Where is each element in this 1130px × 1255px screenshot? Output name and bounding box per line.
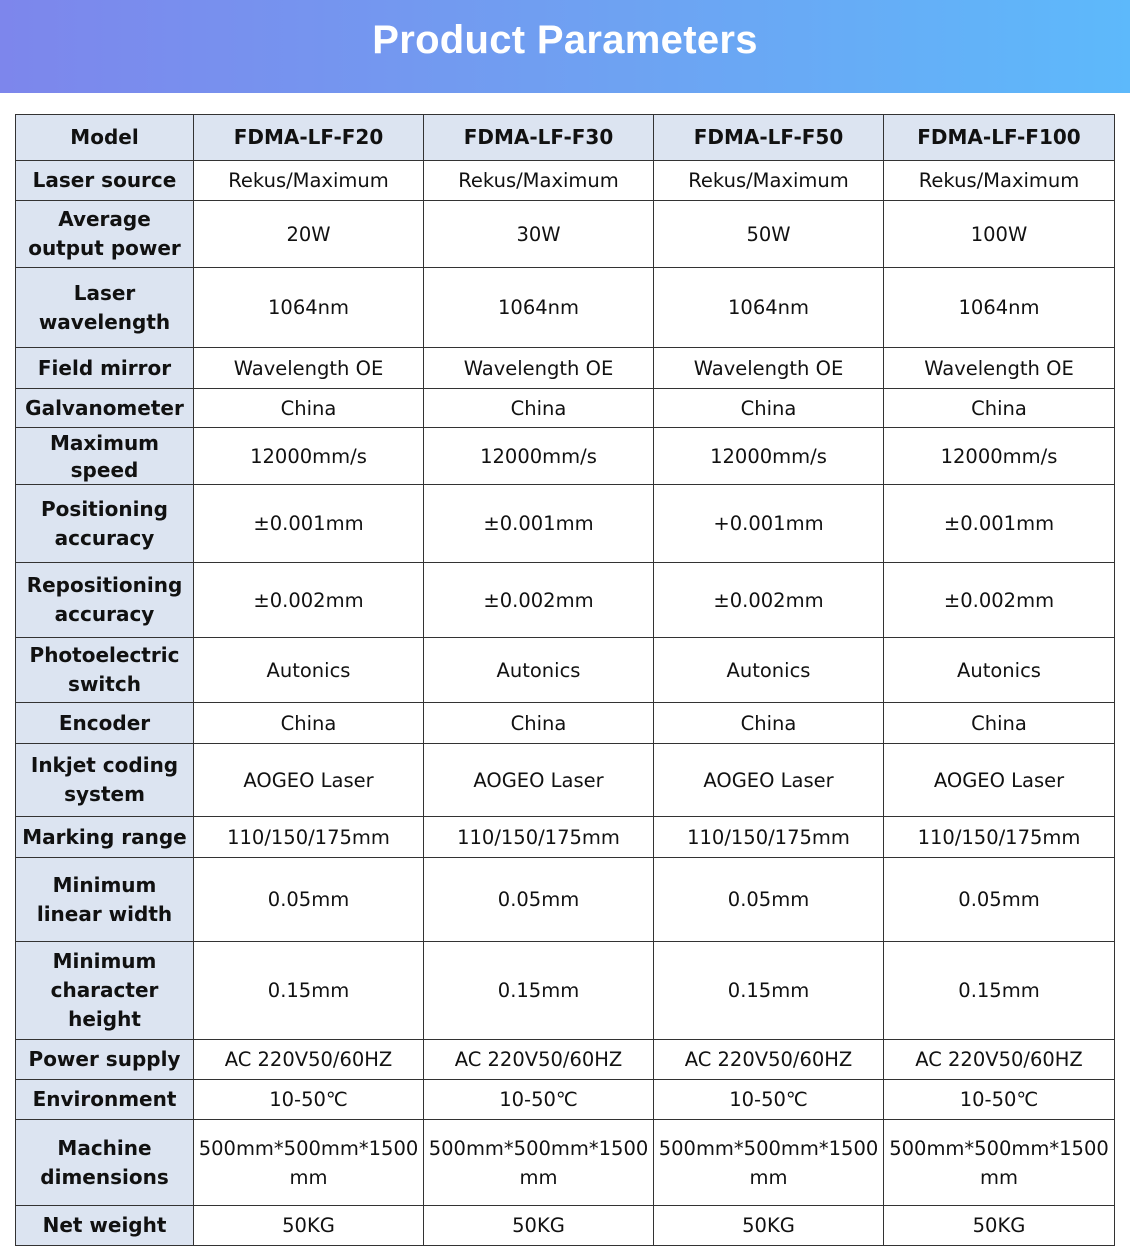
row-label: Laser wavelength xyxy=(16,268,194,348)
table-cell: 0.05mm xyxy=(654,858,884,942)
table-cell: 0.05mm xyxy=(194,858,424,942)
header-cell-model-4: FDMA-LF-F100 xyxy=(884,115,1115,161)
table-cell: China xyxy=(194,389,424,428)
table-cell: 10-50℃ xyxy=(424,1080,654,1120)
table-row xyxy=(16,1206,1115,1246)
table-cell: Rekus/Maximum xyxy=(884,161,1115,201)
table-row xyxy=(16,161,1115,201)
table-cell: 100W xyxy=(884,201,1115,268)
table-row xyxy=(16,638,1115,703)
table-cell: ±0.001mm xyxy=(424,485,654,563)
table-cell: 110/150/175mm xyxy=(654,817,884,858)
row-label: Minimum character height xyxy=(16,942,194,1040)
table-cell: 12000mm/s xyxy=(654,428,884,485)
header-cell-model-1: FDMA-LF-F20 xyxy=(194,115,424,161)
table-header-row xyxy=(16,115,1115,161)
table-cell: ±0.002mm xyxy=(884,563,1115,638)
row-label: Maximum speed xyxy=(16,428,194,485)
table-row xyxy=(16,858,1115,942)
table-cell: AC 220V50/60HZ xyxy=(884,1040,1115,1080)
table-cell: AOGEO Laser xyxy=(884,744,1115,817)
table-row xyxy=(16,485,1115,563)
row-label: Field mirror xyxy=(16,348,194,389)
table-cell: Autonics xyxy=(194,638,424,703)
table-cell: 0.15mm xyxy=(884,942,1115,1040)
header-cell-model-3: FDMA-LF-F50 xyxy=(654,115,884,161)
row-label: Machine dimensions xyxy=(16,1120,194,1206)
table-cell: Autonics xyxy=(654,638,884,703)
table-row xyxy=(16,389,1115,428)
parameters-table xyxy=(15,114,1115,1246)
table-row xyxy=(16,744,1115,817)
table-cell: 12000mm/s xyxy=(884,428,1115,485)
title-banner xyxy=(0,0,1130,93)
table-cell: AOGEO Laser xyxy=(194,744,424,817)
table-cell: 1064nm xyxy=(424,268,654,348)
table-row xyxy=(16,703,1115,744)
table-cell: 0.05mm xyxy=(884,858,1115,942)
page-title: Product Parameters xyxy=(372,18,758,62)
header-cell-model: Model xyxy=(16,115,194,161)
table-cell: China xyxy=(654,389,884,428)
table-cell: China xyxy=(424,389,654,428)
table-row xyxy=(16,1040,1115,1080)
table-row xyxy=(16,942,1115,1040)
table-cell: ±0.002mm xyxy=(424,563,654,638)
table-cell: AOGEO Laser xyxy=(424,744,654,817)
table-cell: 110/150/175mm xyxy=(194,817,424,858)
row-label: Inkjet coding system xyxy=(16,744,194,817)
table-cell: ±0.001mm xyxy=(194,485,424,563)
row-label: Average output power xyxy=(16,201,194,268)
table-cell: ±0.001mm xyxy=(884,485,1115,563)
table-cell: 110/150/175mm xyxy=(884,817,1115,858)
table-cell: Wavelength OE xyxy=(654,348,884,389)
table-cell: 500mm*500mm*1500 mm xyxy=(884,1120,1115,1206)
table-cell: 1064nm xyxy=(194,268,424,348)
row-label: Repositioning accuracy xyxy=(16,563,194,638)
row-label: Net weight xyxy=(16,1206,194,1246)
table-row xyxy=(16,1120,1115,1206)
table-row xyxy=(16,817,1115,858)
table-cell: 110/150/175mm xyxy=(424,817,654,858)
table-cell: 10-50℃ xyxy=(654,1080,884,1120)
table-row xyxy=(16,1080,1115,1120)
table-cell: 10-50℃ xyxy=(884,1080,1115,1120)
table-cell: China xyxy=(654,703,884,744)
table-cell: 50KG xyxy=(654,1206,884,1246)
table-cell: China xyxy=(424,703,654,744)
table-cell: AC 220V50/60HZ xyxy=(194,1040,424,1080)
table-cell: China xyxy=(194,703,424,744)
row-label: Galvanometer xyxy=(16,389,194,428)
table-cell: 12000mm/s xyxy=(194,428,424,485)
table-cell: 0.15mm xyxy=(424,942,654,1040)
table-cell: ±0.002mm xyxy=(194,563,424,638)
table-row xyxy=(16,201,1115,268)
table-cell: Rekus/Maximum xyxy=(194,161,424,201)
table-cell: Rekus/Maximum xyxy=(654,161,884,201)
table-cell: +0.001mm xyxy=(654,485,884,563)
table-cell: Rekus/Maximum xyxy=(424,161,654,201)
table-cell: AOGEO Laser xyxy=(654,744,884,817)
table-cell: 12000mm/s xyxy=(424,428,654,485)
table-cell: China xyxy=(884,389,1115,428)
row-label: Encoder xyxy=(16,703,194,744)
header-cell-model-2: FDMA-LF-F30 xyxy=(424,115,654,161)
row-label: Photoelectric switch xyxy=(16,638,194,703)
table-cell: Autonics xyxy=(424,638,654,703)
table-row xyxy=(16,268,1115,348)
table-cell: Autonics xyxy=(884,638,1115,703)
table-cell: 500mm*500mm*1500 mm xyxy=(194,1120,424,1206)
table-row xyxy=(16,428,1115,485)
table-cell: 50W xyxy=(654,201,884,268)
table-cell: 1064nm xyxy=(654,268,884,348)
table-cell: 0.05mm xyxy=(424,858,654,942)
table-cell: China xyxy=(884,703,1115,744)
table-cell: AC 220V50/60HZ xyxy=(654,1040,884,1080)
row-label: Laser source xyxy=(16,161,194,201)
table-cell: 30W xyxy=(424,201,654,268)
table-cell: 0.15mm xyxy=(194,942,424,1040)
row-label: Marking range xyxy=(16,817,194,858)
table-cell: 500mm*500mm*1500 mm xyxy=(424,1120,654,1206)
table-cell: 1064nm xyxy=(884,268,1115,348)
table-cell: 500mm*500mm*1500 mm xyxy=(654,1120,884,1206)
row-label: Minimum linear width xyxy=(16,858,194,942)
table-row xyxy=(16,563,1115,638)
row-label: Positioning accuracy xyxy=(16,485,194,563)
table-cell: Wavelength OE xyxy=(884,348,1115,389)
table-cell: 10-50℃ xyxy=(194,1080,424,1120)
row-label: Power supply xyxy=(16,1040,194,1080)
table-cell: AC 220V50/60HZ xyxy=(424,1040,654,1080)
table-cell: 50KG xyxy=(884,1206,1115,1246)
table-row xyxy=(16,348,1115,389)
table-cell: Wavelength OE xyxy=(424,348,654,389)
table-cell: ±0.002mm xyxy=(654,563,884,638)
table-cell: 20W xyxy=(194,201,424,268)
table-cell: Wavelength OE xyxy=(194,348,424,389)
row-label: Environment xyxy=(16,1080,194,1120)
table-cell: 50KG xyxy=(424,1206,654,1246)
table-cell: 50KG xyxy=(194,1206,424,1246)
table-cell: 0.15mm xyxy=(654,942,884,1040)
